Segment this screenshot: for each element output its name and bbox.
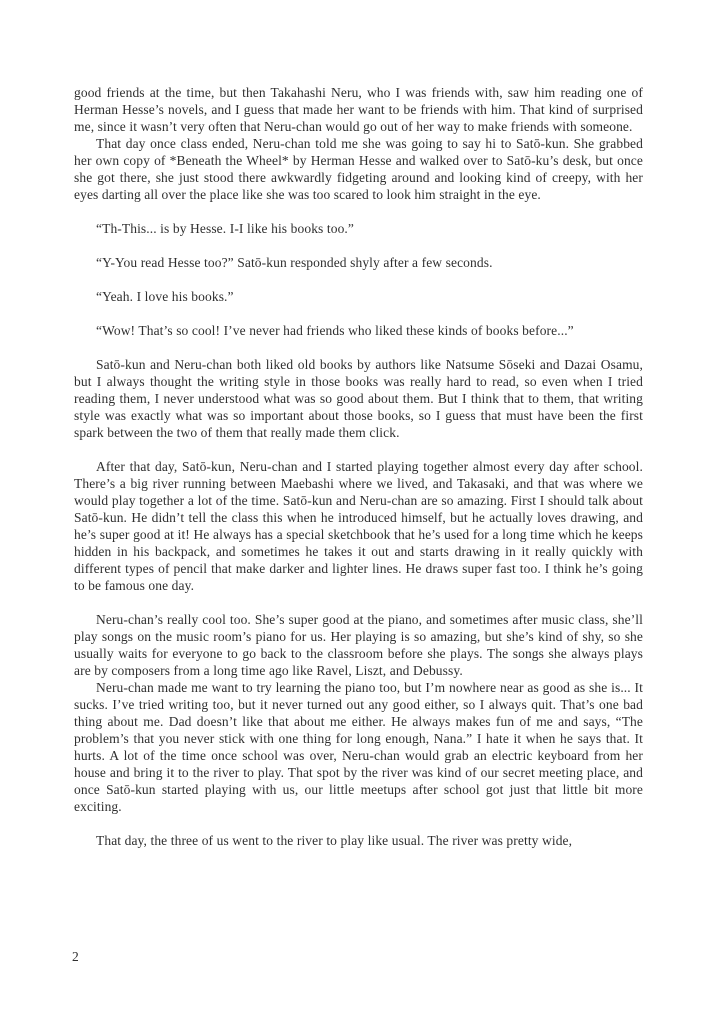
dialogue-line: “Wow! That’s so cool! I’ve never had friends who liked these kinds of books before...” [96, 323, 574, 338]
body-paragraph: Satō-kun and Neru-chan both liked old books by authors like Natsume Sōseki and Dazai Osamu, but I always thought the writing style in those books was really hard to read, so even when I tried reading them, I never understood what was so good about them. But I think that to them, that writing style was exactly what was so important about those books, so I guess that must have been the first spark between the two of them that really made them click. [74, 357, 643, 440]
page-text-block [74, 84, 643, 849]
dialogue-line: “Y-You read Hesse too?” Satō-kun responded shyly after a few seconds. [96, 255, 493, 270]
body-paragraph: That day once class ended, Neru-chan told me she was going to say hi to Satō-kun. She grabbed her own copy of *Beneath the Wheel* by Herman Hesse and walked over to Satō-ku’s desk, but once she got there, she just stood there awkwardly fidgeting around and looking kind of creepy, with her eyes darting all over the place like she was too scared to look him straight in the eye. [74, 136, 643, 202]
dialogue-line: “Yeah. I love his books.” [96, 289, 234, 304]
page-number: 2 [72, 949, 79, 964]
body-paragraph: After that day, Satō-kun, Neru-chan and I started playing together almost every day after school. There’s a big river running between Maebashi where we lived, and Takasaki, and that was where we would play together a lot of the time. Satō-kun and Neru-chan are so amazing. First I should talk about Satō-kun. He didn’t tell the class this when he introduced himself, but he actually loves drawing, and he’s super good at it! He always has a special sketchbook that he’s used for a long time which he keeps hidden in his backpack, and sometimes he takes it out and starts drawing in it really quickly with different types of pencil that make darker and lighter lines. He draws super fast too. I think he’s going to be famous one day. [74, 459, 643, 593]
body-paragraph: good friends at the time, but then Takahashi Neru, who I was friends with, saw him reading one of Herman Hesse’s novels, and I guess that made her want to be friends with him. That kind of surprised me, since it wasn’t very often that Neru-chan would go out of her way to make friends with someone. [74, 85, 643, 134]
dialogue-line: “Th-This... is by Hesse. I-I like his books too.” [96, 221, 354, 236]
body-paragraph: Neru-chan’s really cool too. She’s super good at the piano, and sometimes after music class, she’ll play songs on the music room’s piano for us. Her playing is so amazing, but she’s kind of shy, so she usually waits for everyone to go back to the classroom before she plays. The songs she always plays are by composers from a long time ago like Ravel, Liszt, and Debussy. [74, 612, 643, 678]
body-paragraph: That day, the three of us went to the river to play like usual. The river was pretty wide, [96, 833, 573, 848]
body-paragraph: Neru-chan made me want to try learning the piano too, but I’m nowhere near as good as she is... It sucks. I’ve tried writing too, but it never turned out any good either, so I always quit. That’s one bad thing about me. Dad doesn’t like that about me either. He always makes fun of me and says, “The problem’s that you never stick with one thing for long enough, Nana.” I hate it when he says that. It hurts. A lot of the time once school was over, Neru-chan would grab an electric keyboard from her house and bring it to the river to play. That spot by the river was kind of our secret meeting place, and once Satō-kun started playing with us, our little meetups after school got just that little bit more exciting. [74, 680, 643, 814]
